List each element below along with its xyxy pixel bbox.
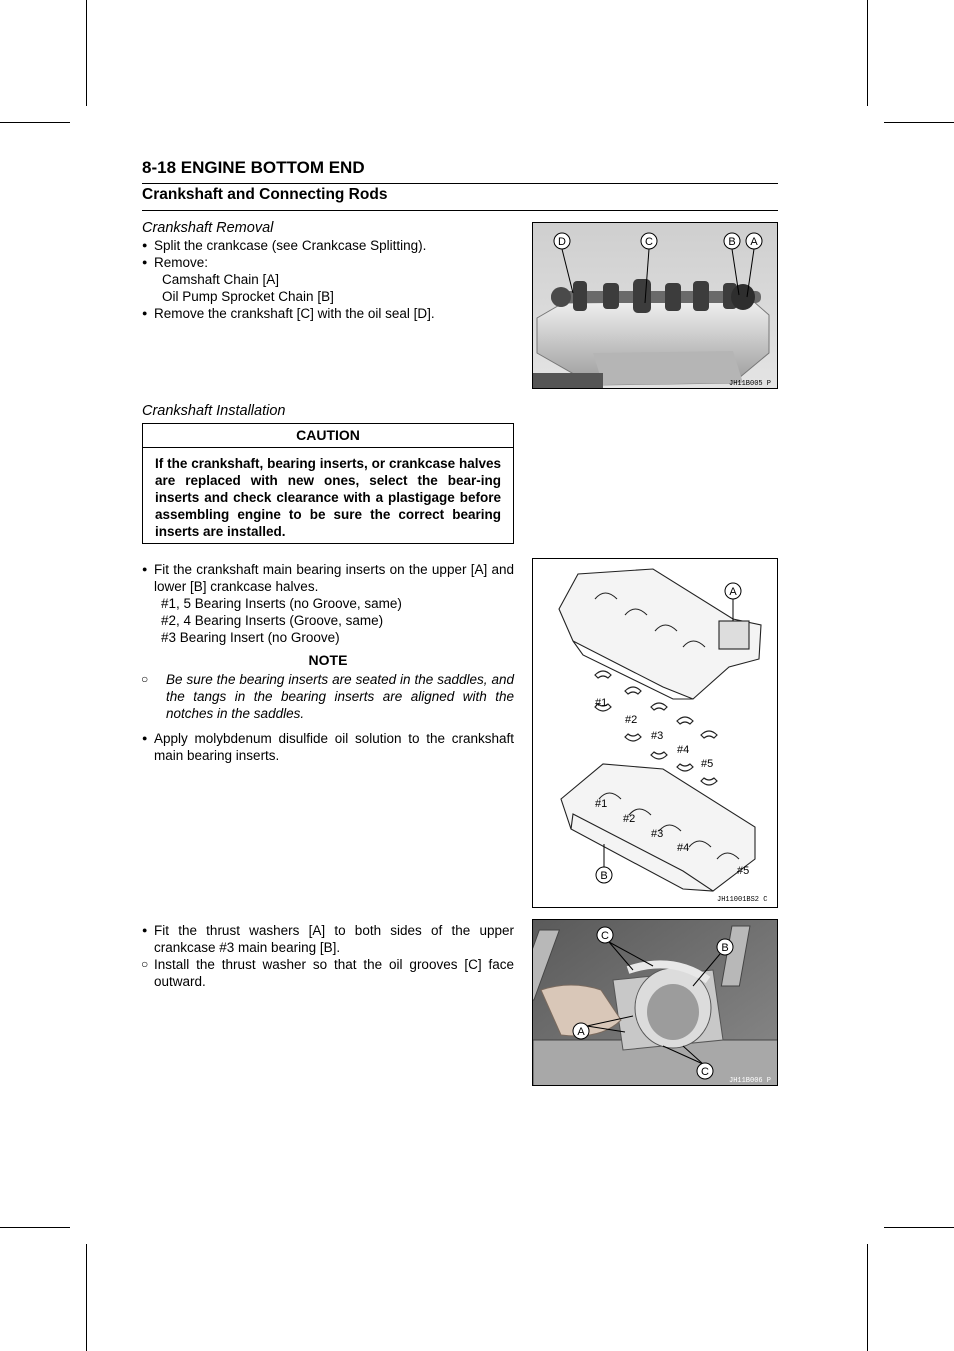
fig2-lower-number-4: #4 xyxy=(677,842,690,854)
caution-text: If the crankshaft, bearing inserts, or crankcase halves are replaced with new ones, select the bear-ing inserts and check clearance with a plastigage before assembling engine to be sure the correct bearing inserts are installed. xyxy=(155,456,501,539)
installation-heading: Crankshaft Installation xyxy=(142,403,286,419)
caution-title: CAUTION xyxy=(143,424,513,448)
thrust-washer-photo xyxy=(532,919,778,1086)
fig3-code: JH11B006 P xyxy=(729,1077,772,1085)
header-rule xyxy=(142,183,778,184)
page-title: 8-18 ENGINE BOTTOM END xyxy=(142,158,365,177)
crop-mark xyxy=(867,1244,868,1351)
fig3-label-b: B xyxy=(721,942,729,954)
crop-mark xyxy=(86,1244,87,1351)
bearing-sub-3: #3 Bearing Insert (no Groove) xyxy=(161,630,340,645)
fig1-label-d: D xyxy=(558,236,566,248)
fig2-number-4: #4 xyxy=(677,744,690,756)
crop-mark xyxy=(884,1227,954,1228)
fig2-lower-number-5: #5 xyxy=(737,865,750,877)
fig2-lower-number-2: #2 xyxy=(623,813,636,825)
removal-step-3: ● Remove the crankshaft [C] with the oil seal [D]. xyxy=(142,305,514,322)
thrust-step-2: ○ Install the thrust washer so that the oil grooves [C] face outward. xyxy=(142,956,514,990)
fig2-label-b: B xyxy=(600,870,608,882)
fig1-label-b: B xyxy=(728,236,736,248)
crop-mark xyxy=(884,122,954,123)
bearing-sub-2: #2, 4 Bearing Inserts (Groove, same) xyxy=(161,613,384,628)
fig1-label-c: C xyxy=(645,236,653,248)
removal-heading: Crankshaft Removal xyxy=(142,220,274,236)
crankshaft-removal-photo xyxy=(532,222,778,389)
installation-section xyxy=(142,402,514,420)
removal-section xyxy=(142,219,514,322)
fig3-label-c-bottom: C xyxy=(701,1066,709,1078)
removal-step-2: ● Remove: xyxy=(142,254,514,271)
fig2-label-a: A xyxy=(729,586,737,598)
thrust-section xyxy=(142,922,514,990)
fig2-lower-number-3: #3 xyxy=(651,828,664,840)
removal-sub-2: Oil Pump Sprocket Chain [B] xyxy=(162,289,334,304)
fig1-code: JH11B005 P xyxy=(729,380,772,388)
crop-mark xyxy=(867,0,868,106)
bearing-sub-1: #1, 5 Bearing Inserts (no Groove, same) xyxy=(161,596,402,611)
thrust-step-1: ● Fit the thrust washers [A] to both sides of the upper crankcase #3 main bearing [B]. xyxy=(142,922,514,956)
fig1-label-a: A xyxy=(750,236,758,248)
fig2-number-3: #3 xyxy=(651,730,664,742)
fig2-code: JH11001BS2 C xyxy=(717,896,768,904)
bearing-inserts-diagram xyxy=(532,558,778,908)
note-text: ○ Be sure the bearing inserts are seated in the saddles, and the tangs in the bearing inserts are aligned with the notches in the saddles. xyxy=(142,671,514,722)
section-title: Crankshaft and Connecting Rods xyxy=(142,186,388,203)
fig2-number-1: #1 xyxy=(595,697,608,709)
fig2-lower-number-1: #1 xyxy=(595,798,608,810)
caution-box xyxy=(142,423,514,544)
section-rule xyxy=(142,210,778,211)
crop-mark xyxy=(86,0,87,106)
removal-sub-1: Camshaft Chain [A] xyxy=(162,272,280,287)
note-title: NOTE xyxy=(308,652,348,668)
removal-step-1: ● Split the crankcase (see Crankcase Splitting). xyxy=(142,237,514,254)
fig3-label-c-top: C xyxy=(601,930,609,942)
fig3-label-a: A xyxy=(577,1026,585,1038)
fig2-number-2: #2 xyxy=(625,714,638,726)
bearing-section xyxy=(142,561,514,764)
fig2-number-5: #5 xyxy=(701,758,714,770)
crop-mark xyxy=(0,122,70,123)
bearing-step-2: ● Apply molybdenum disulfide oil solution to the crankshaft main bearing inserts. xyxy=(142,730,514,764)
crop-mark xyxy=(0,1227,70,1228)
bearing-step-1: ● Fit the crankshaft main bearing inserts on the upper [A] and lower [B] crankcase halves. xyxy=(142,561,514,595)
